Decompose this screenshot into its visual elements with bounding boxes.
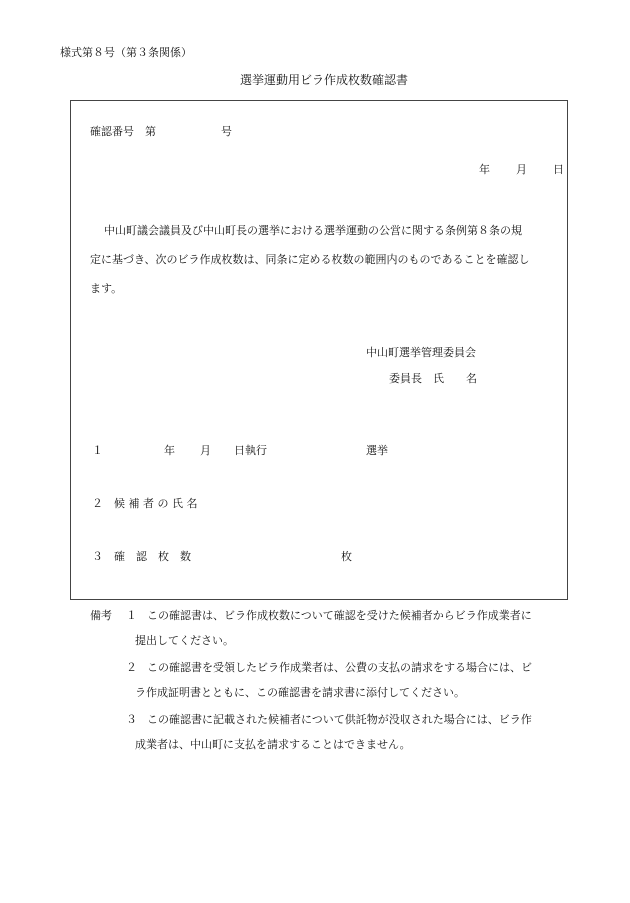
note-2-line-1: この確認書を受領したビラ作成業者は、公費の支払の請求をする場合には、ビ [147, 661, 532, 674]
item-1-number: １ [92, 444, 103, 457]
note-3-number: ３ [126, 713, 137, 726]
note-2-number: ２ [126, 661, 137, 674]
item-3-label: 確 認 枚 数 [114, 550, 191, 563]
note-1-line-1: この確認書は、ビラ作成枚数について確認を受けた候補者からビラ作成業者に [147, 609, 532, 622]
chair-name: 委員長 氏 名 [389, 372, 477, 385]
body-line-2: 定に基づき、次のビラ作成枚数は、同条に定める枚数の範囲内のものであることを確認し [90, 253, 530, 266]
date-month: 月 [516, 163, 527, 176]
date-day: 日 [553, 163, 564, 176]
note-1-line-2: 提出してください。 [135, 634, 234, 647]
date-year: 年 [479, 163, 490, 176]
item-3-unit: 枚 [341, 550, 352, 563]
confirm-number-prefix: 確認番号 第 [90, 125, 156, 138]
notes-heading: 備考 [90, 609, 112, 622]
item-1-day-exec: 日執行 [234, 444, 267, 457]
note-3-line-1: この確認書に記載された候補者について供託物が没収された場合には、ビラ作 [147, 713, 532, 726]
committee-name: 中山町選挙管理委員会 [366, 346, 476, 359]
item-3-number: ３ [92, 550, 103, 563]
note-2-line-2: ラ作成証明書とともに、この確認書を請求書に添付してください。 [135, 686, 465, 699]
document-title: 選挙運動用ビラ作成枚数確認書 [240, 73, 409, 87]
form-label: 様式第８号（第３条関係） [60, 46, 192, 59]
item-1-election: 選挙 [366, 444, 388, 457]
item-1-year: 年 [164, 444, 175, 457]
body-line-1: 中山町議会議員及び中山町長の選挙における選挙運動の公営に関する条例第８条の規 [104, 224, 522, 237]
item-1-month: 月 [200, 444, 211, 457]
item-2-number: ２ [92, 497, 103, 510]
form-box [70, 100, 568, 600]
body-line-3: ます。 [90, 282, 123, 295]
confirm-number-suffix: 号 [221, 125, 232, 138]
item-2-label: 候 補 者 の 氏 名 [114, 497, 198, 510]
note-1-number: １ [126, 609, 137, 622]
note-3-line-2: 成業者は、中山町に支払を請求することはできません。 [135, 738, 411, 751]
